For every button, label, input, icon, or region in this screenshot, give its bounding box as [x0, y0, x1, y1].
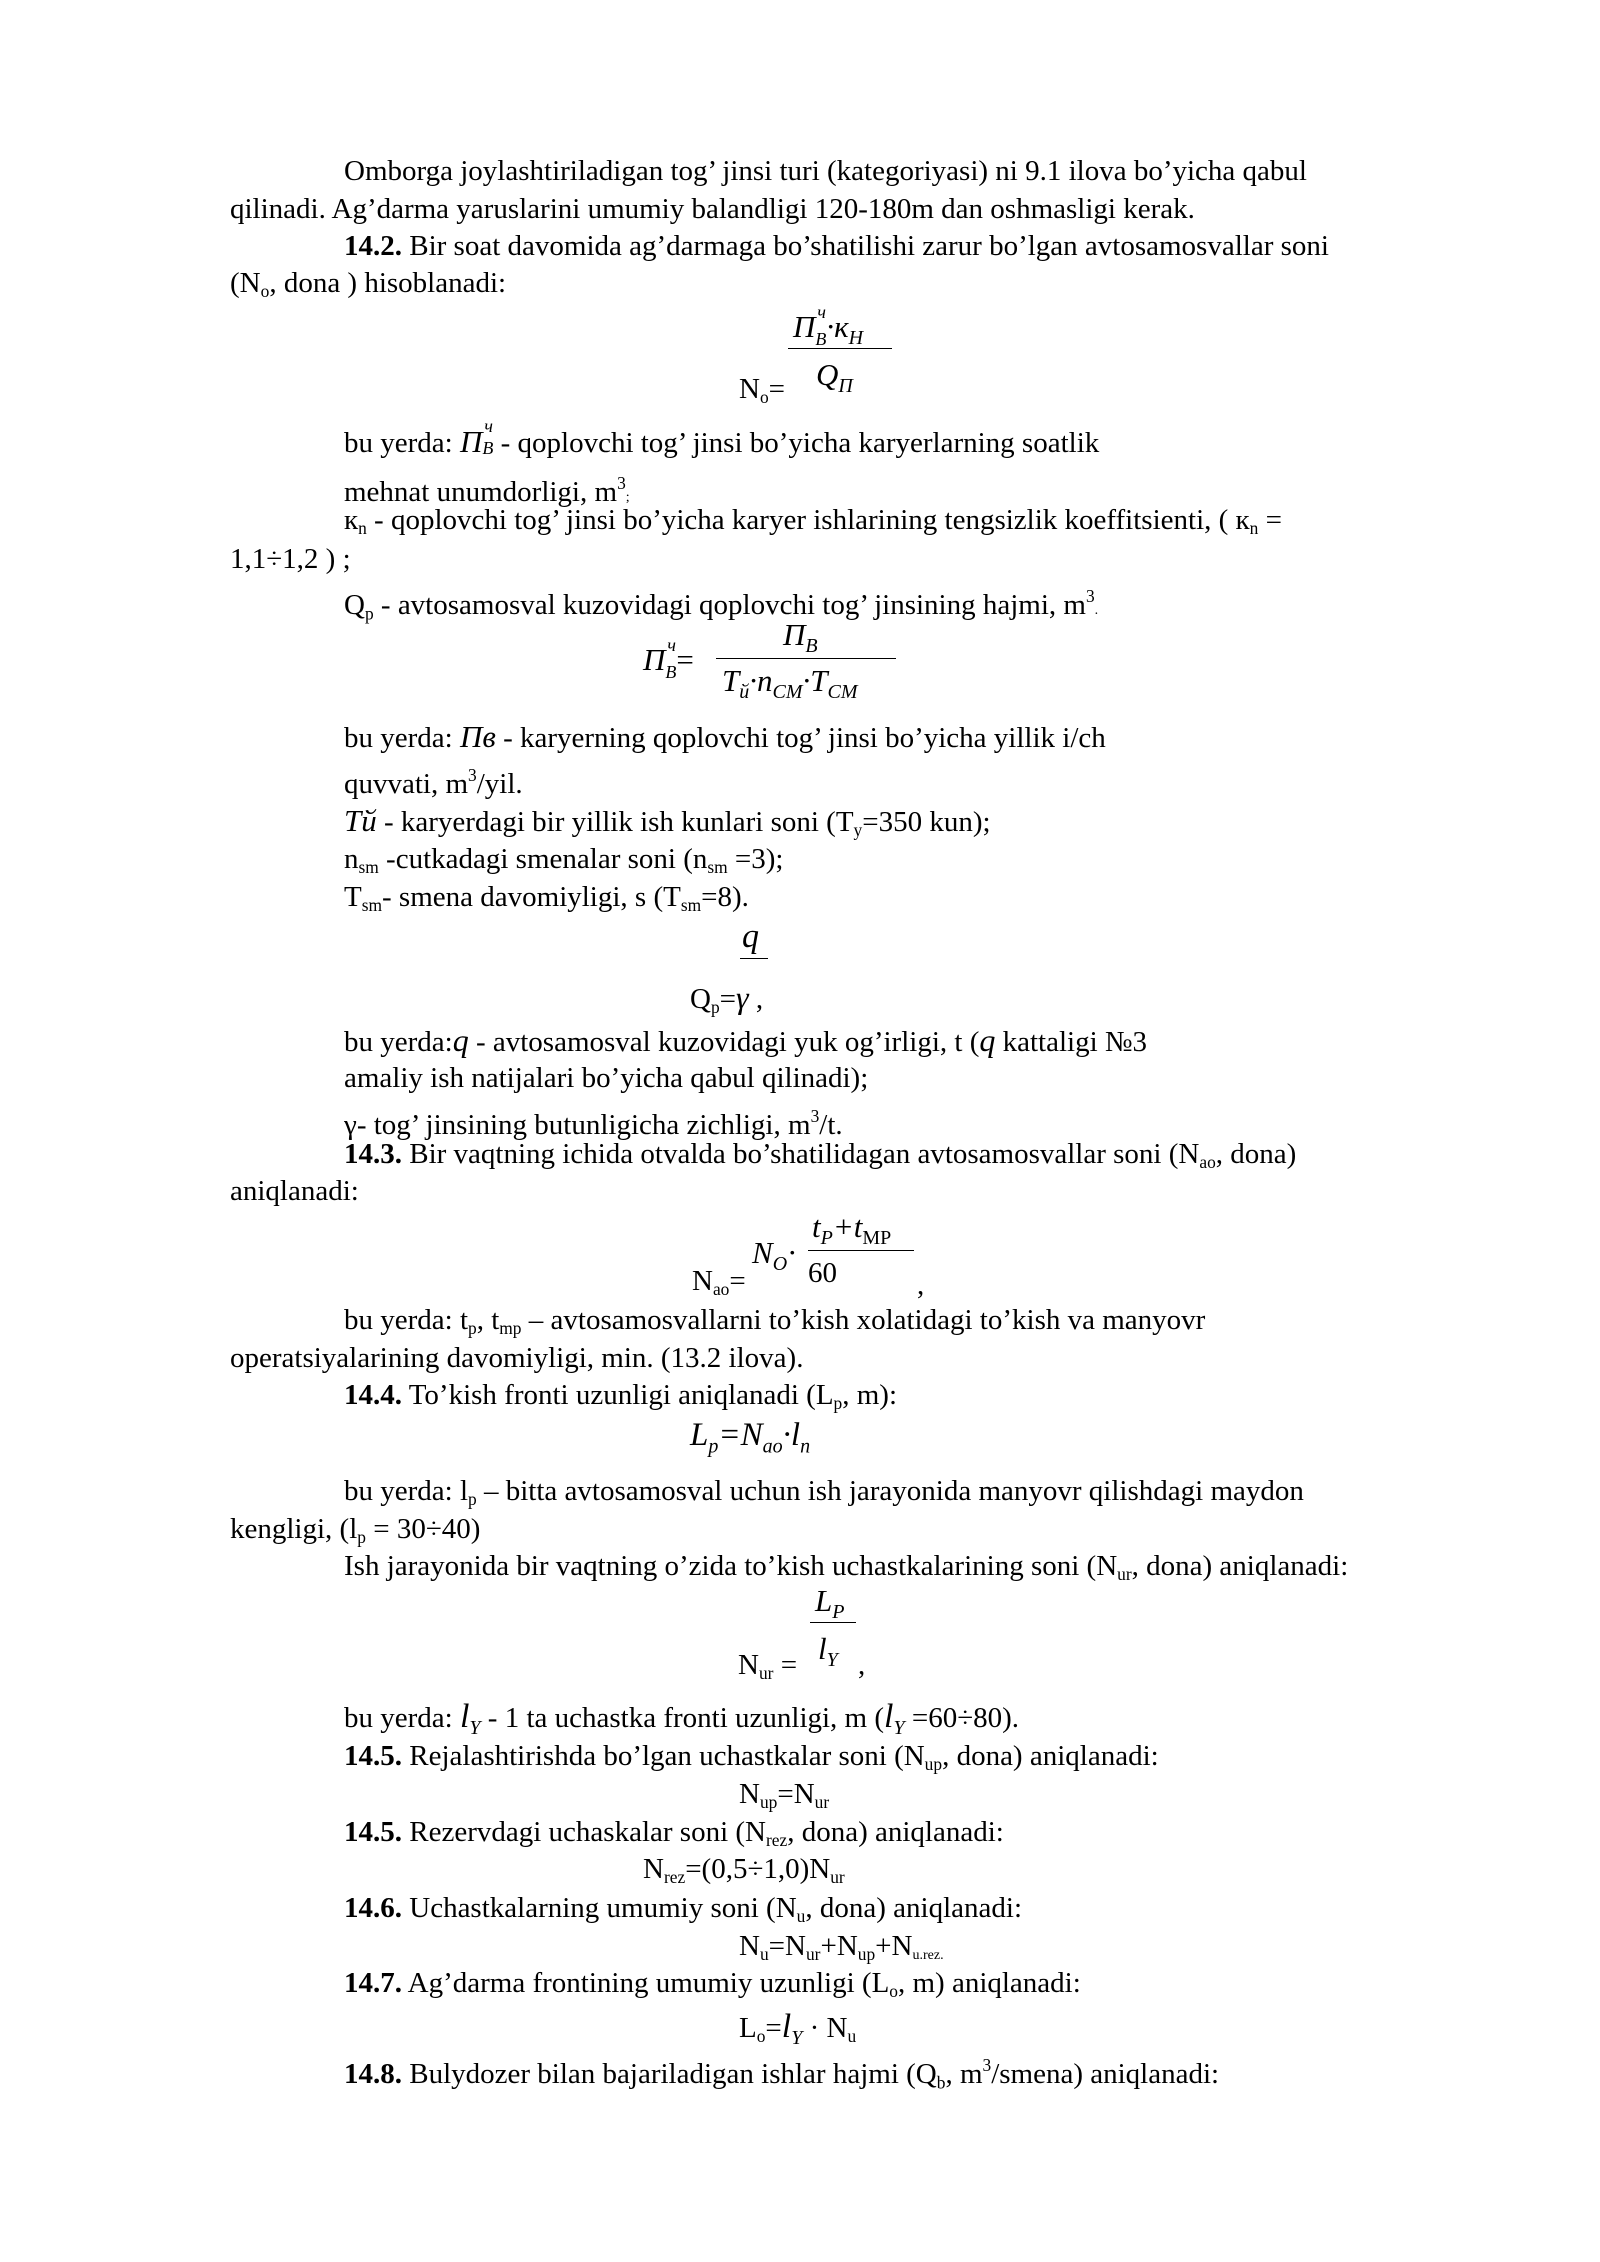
definition-tp-tmp: bu yerda: $t_p$, $t_{mp}$ – avtosamosvallarni to’kish xolatidagi to’kish va manyovr	[344, 1304, 1206, 1339]
section-14-5-planned: 14.5. Rejalashtirishda bo’lgan uchastkalar soni ($N_{up}$, dona) aniqlanadi:	[344, 1740, 1159, 1775]
definition-ty: Тй - karyerdagi bir yillik ish kunlari soni ($T_y=350$ kun);	[344, 803, 991, 841]
definition-q: bu yerda:q - avtosamosval kuzovidagi yuk og’irligi, t (q kattaligi №3	[344, 1022, 1148, 1058]
section-14-7: 14.7. Ag’darma frontining umumiy uzunligi ($L_o$, m) aniqlanadi:	[344, 1967, 1081, 2002]
section-14-3: 14.3. Bir vaqtning ichida otvalda bo’shatilidagan avtosamosvallar soni ($N_{ao}$, dona)	[344, 1138, 1297, 1173]
paragraph-line: 1,1÷1,2 ) ;	[230, 543, 351, 575]
paragraph-line: qilinadi. Ag’darma yaruslarini umumiy balandligi 120-180m dan oshmasligi kerak.	[230, 193, 1195, 225]
paragraph-line: amaliy ish natijalari bo’yicha qabul qilinadi);	[344, 1062, 869, 1094]
document-page: Omborga joylashtiriladigan tog’ jinsi turi (kategoriyasi) ni 9.1 ilova bo’yicha qabul qilinadi. Ag’darma yaruslarini umumiy balandligi 120-180m dan oshmasligi kerak. 14.2. Bir soat davomida ag’darmaga bo’shatilishi zarur bo’lgan avtosamosvallar soni ($N_o$, dona ) hisoblanadi: П ч $_В\cdot к_Н$ $N_o=$ $Q_П$ bu yerda: П ч В - qoplovchi tog’ jinsi bo’yicha karyerlarning soatlik mehnat unumdorligi, $m^3$; $к_n$ - qoplovchi tog’ jinsi bo’yicha karyer ishlarining tengsizlik koeffitsienti, ( $к_n$ = 1,1÷1,2 ) ; $Q_p$ - avtosamosval kuzovidagi qoplovchi tog’ jinsining hajmi, $m^3$. П ч $_В$= $П_В$ $Т_й\cdot n_{СМ}\cdot Т_{СМ}$ bu yerda: Пв - karyerning qoplovchi tog’ jinsi bo’yicha yillik i/ch quvvati, $m^3$/yil. Тй - karyerdagi bir yillik ish kunlari soni ($T_y=350$ kun); $n_{sm}$ -cutkadagi smenalar soni $(n_{sm} =3)$; $T_{sm}-$ smena davomiyligi, s $(T_{sm}=8)$. q $Q_p=\gamma$ , bu yerda:q - avtosamosval kuzovidagi yuk og’irligi, t (q kattaligi №3 amaliy ish natijalari bo’yicha qabul qilinadi); γ- tog’ jinsining butunligicha zichligi, $m^3/t$. 14.3. Bir vaqtning ichida otvalda bo’shatilidagan avtosamosvallar soni ($N_{ao}$, dona) aniqlanadi: $N_{ao}=$ $N_O\cdot$ $t_P+t_{МР}$ 60 , bu yerda: $t_p$, $t_{mp}$ – avtosamosvallarni to’kish xolatidagi to’kish va manyovr operatsiyalarining davomiyligi, min. (13.2 ilova). 14.4. To’kish fronti uzunligi aniqlanadi ($L_p$, m): $L_p=N_{ao}\cdot l_n$ bu yerda: $l_p$ – bitta avtosamosval uchun ish jarayonida manyovr qilishdagi maydon kengligi, $(l_p = 30\div 40)$ Ish jarayonida bir vaqtning o’zida to’kish uchastkalarining soni ($N_{ur}$, dona) aniqlanadi: $L_P$ $N_{ur}$ = $l_Y$ , bu yerda: $l_Y - 1$ ta uchastka fronti uzunligi, m $(l_Y =60\div 80)$. 14.5. Rejalashtirishda bo’lgan uchastkalar soni ($N_{up}$, dona) aniqlanadi: $N_{up}=N_{ur}$ 14.5. Rezervdagi uchaskalar soni ($N_{rez}$, dona) aniqlanadi: $N_{rez}=(0,5\div 1,0)N_{ur}$ 14.6. Uchastkalarning umumiy soni ($N_u$, dona) aniqlanadi: $N_u=N_{ur}+N_{up}+N_{u.rez.}$ 14.7. Ag’darma frontining umumiy uzunligi ($L_o$, m) aniqlanadi: $L_o=l_Y \cdot N_u$ 14.8. Bulydozer bilan bajariladigan ishlar hajmi ($Q_b$, $m^3/smena$) aniqlanadi:	[0, 0, 1600, 2262]
paragraph-line: aniqlanadi:	[230, 1175, 359, 1207]
section-14-5-reserve: 14.5. Rezervdagi uchaskalar soni ($N_{rez}$, dona) aniqlanadi:	[344, 1816, 1004, 1851]
definition-qp: $Q_p$ - avtosamosval kuzovidagi qoplovchi tog’ jinsining hajmi, $m^3$.	[344, 586, 1099, 624]
formula-nrez: $N_{rez}=(0,5\div 1,0)N_{ur}$	[643, 1853, 845, 1888]
paragraph-line: kengligi, $(l_p = 30\div 40)$	[230, 1513, 481, 1548]
section-14-4: 14.4. To’kish fronti uzunligi aniqlanadi ($L_p$, m):	[344, 1379, 898, 1414]
paragraph-line: mehnat unumdorligi, $m^3$;	[344, 473, 630, 509]
section-14-2: 14.2. Bir soat davomida ag’darmaga bo’shatilishi zarur bo’lgan avtosamosvallar soni	[344, 230, 1329, 262]
definition-gamma: γ- tog’ jinsining butunligicha zichligi, $m^3/t$.	[344, 1106, 843, 1142]
section-14-8: 14.8. Bulydozer bilan bajariladigan ishlar hajmi ($Q_b$, $m^3/smena$) aniqlanadi:	[344, 2055, 1220, 2093]
definition-pv-yearly: bu yerda: Пв - karyerning qoplovchi tog’ jinsi bo’yicha yillik i/ch	[344, 719, 1106, 754]
paragraph-line: ($N_o$, dona ) hisoblanadi:	[230, 267, 507, 302]
definition-tsm: $T_{sm}-$ smena davomiyligi, s $(T_{sm}=8)$.	[344, 881, 749, 916]
formula-lp: $L_p=N_{ao}\cdot l_n$	[690, 1417, 811, 1458]
definition-ly: bu yerda: $l_Y - 1$ ta uchastka fronti uzunligi, m $(l_Y =60\div 80)$.	[344, 1698, 1020, 1739]
paragraph-line: quvvati, $m^3$/yil.	[344, 765, 523, 801]
formula-nu: $N_u=N_{ur}+N_{up}+N_{u.rez.}$	[739, 1930, 944, 1965]
definition-kn: $к_n$ - qoplovchi tog’ jinsi bo’yicha karyer ishlarining tengsizlik koeffitsienti, ( $к_n$ =	[344, 504, 1282, 539]
definition-lp: bu yerda: $l_p$ – bitta avtosamosval uchun ish jarayonida manyovr qilishdagi maydon	[344, 1475, 1304, 1510]
section-14-6: 14.6. Uchastkalarning umumiy soni ($N_u$, dona) aniqlanadi:	[344, 1892, 1022, 1927]
definition-nsm: $n_{sm}$ -cutkadagi smenalar soni $(n_{sm} =3)$;	[344, 843, 784, 878]
paragraph-line: Ish jarayonida bir vaqtning o’zida to’kish uchastkalarining soni ($N_{ur}$, dona) aniqlanadi:	[344, 1550, 1349, 1585]
paragraph-line: operatsiyalarining davomiyligi, min. (13.2 ilova).	[230, 1342, 804, 1374]
formula-nup: $N_{up}=N_{ur}$	[739, 1778, 830, 1813]
formula-lo: $L_o=l_Y \cdot N_u$	[739, 2008, 857, 2049]
paragraph-line: Omborga joylashtiriladigan tog’ jinsi turi (kategoriyasi) ni 9.1 ilova bo’yicha qabul	[344, 155, 1307, 187]
definition-pv-hourly: bu yerda: П ч В - qoplovchi tog’ jinsi bo’yicha karyerlarning soatlik	[344, 416, 1100, 459]
